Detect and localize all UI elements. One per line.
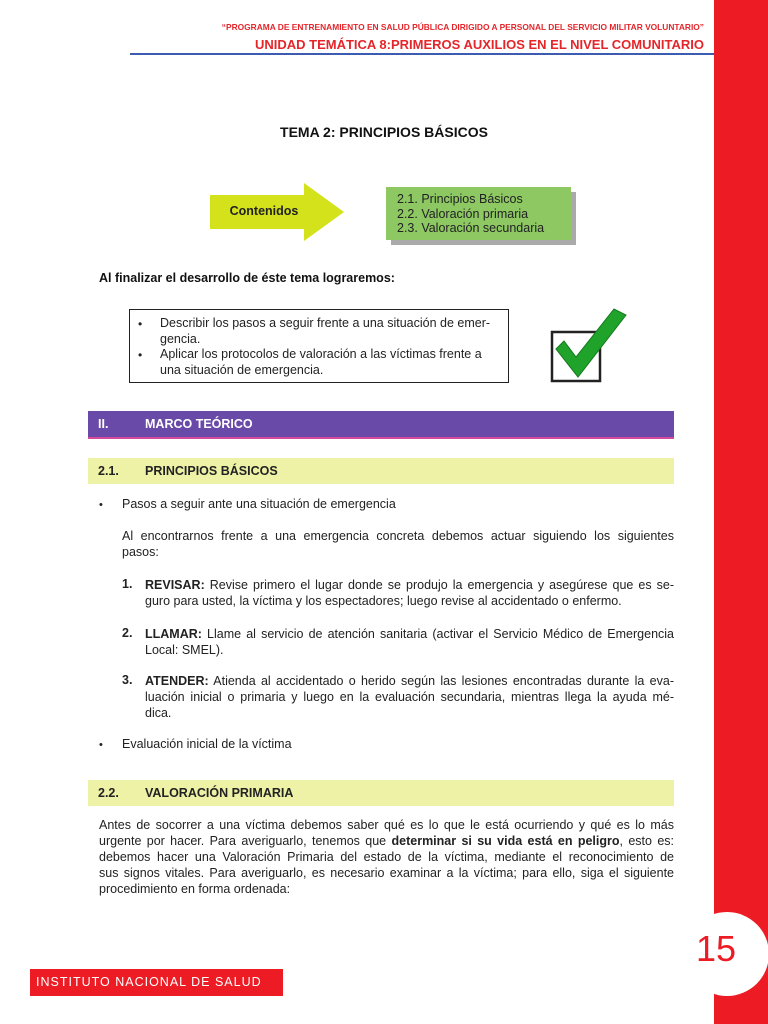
objective-item: Aplicar los protocolos de valoración a las víctimas frente a una situación de emergencia. xyxy=(160,347,482,377)
bullet: • xyxy=(138,317,143,331)
section-header-valoracion-primaria xyxy=(88,780,674,806)
checkmark-icon xyxy=(550,305,630,385)
bullet: • xyxy=(99,739,103,751)
step-atender: ATENDER: Atienda al accidentado o herido según las lesiones encontradas durante la eva- luación inicial o primaria y luego en la evaluación secundaria, mientras llega la ayuda mé- dica. xyxy=(145,674,674,720)
contents-label: Contenidos xyxy=(229,204,299,218)
intro-paragraph: Al encontrarnos frente a una emergencia concreta debemos actuar siguiendo los siguientes pasos: xyxy=(122,529,674,559)
header-divider xyxy=(130,53,714,55)
step-revisar: REVISAR: Revise primero el lugar donde se produjo la emergencia y asegúrese que es se- guro para usted, la víctima y los espectadores; luego revise al accidentado o enfermo. xyxy=(145,578,674,608)
step-number: 1. xyxy=(122,577,133,591)
section-title: PRINCIPIOS BÁSICOS xyxy=(145,464,278,478)
objective-item: Describir los pasos a seguir frente a una situación de emer- gencia. xyxy=(160,316,491,346)
topic-title: TEMA 2: PRINCIPIOS BÁSICOS xyxy=(280,124,488,140)
bullet: • xyxy=(99,499,103,511)
section-number: II. xyxy=(98,417,109,431)
contents-item: 2.3. Valoración secundaria xyxy=(397,221,545,235)
section-header-marco-teorico xyxy=(88,411,674,439)
section-title: MARCO TEÓRICO xyxy=(145,417,253,431)
contents-item: 2.2. Valoración primaria xyxy=(397,207,529,221)
bullet: • xyxy=(138,348,143,362)
valoracion-paragraph: Antes de socorrer a una víctima debemos saber qué es lo que le está ocurriendo y qué es lo más urgente por hacer. Para averiguarlo, tenemos que determinar si su vida está en peligro, esto es: debemos hacer una Valoración Primaria del estado de la víctima, mediante el reconocimiento de sus signos vitales. Para averiguarlo, es necesario examinar a la víctima; para ello, siga el siguiente procedimiento en forma ordenada: xyxy=(99,818,674,896)
section-number: 2.2. xyxy=(98,786,119,800)
section-title: VALORACIÓN PRIMARIA xyxy=(145,786,294,800)
step-llamar: LLAMAR: Llame al servicio de atención sanitaria (activar el Servicio Médico de Emergencia Local: SMEL). xyxy=(145,627,674,657)
institution-name: INSTITUTO NACIONAL DE SALUD xyxy=(36,975,262,989)
objectives-heading: Al finalizar el desarrollo de éste tema lograremos: xyxy=(99,271,395,285)
side-red-bar xyxy=(714,0,768,1024)
bullet-text: Pasos a seguir ante una situación de emergencia xyxy=(122,497,396,511)
bullet-text: Evaluación inicial de la víctima xyxy=(122,737,292,751)
section-header-principios-basicos xyxy=(88,458,674,484)
page-number: 15 xyxy=(695,928,737,969)
program-title: “PROGRAMA DE ENTRENAMIENTO EN SALUD PÚBLICA DIRIGIDO A PERSONAL DEL SERVICIO MILITAR VOLUNTARIO” xyxy=(221,22,704,32)
contents-item: 2.1. Principios Básicos xyxy=(397,192,523,206)
section-number: 2.1. xyxy=(98,464,119,478)
step-number: 2. xyxy=(122,626,133,640)
unit-title: UNIDAD TEMÁTICA 8:PRIMEROS AUXILIOS EN EL NIVEL COMUNITARIO xyxy=(254,37,704,52)
step-number: 3. xyxy=(122,673,133,687)
